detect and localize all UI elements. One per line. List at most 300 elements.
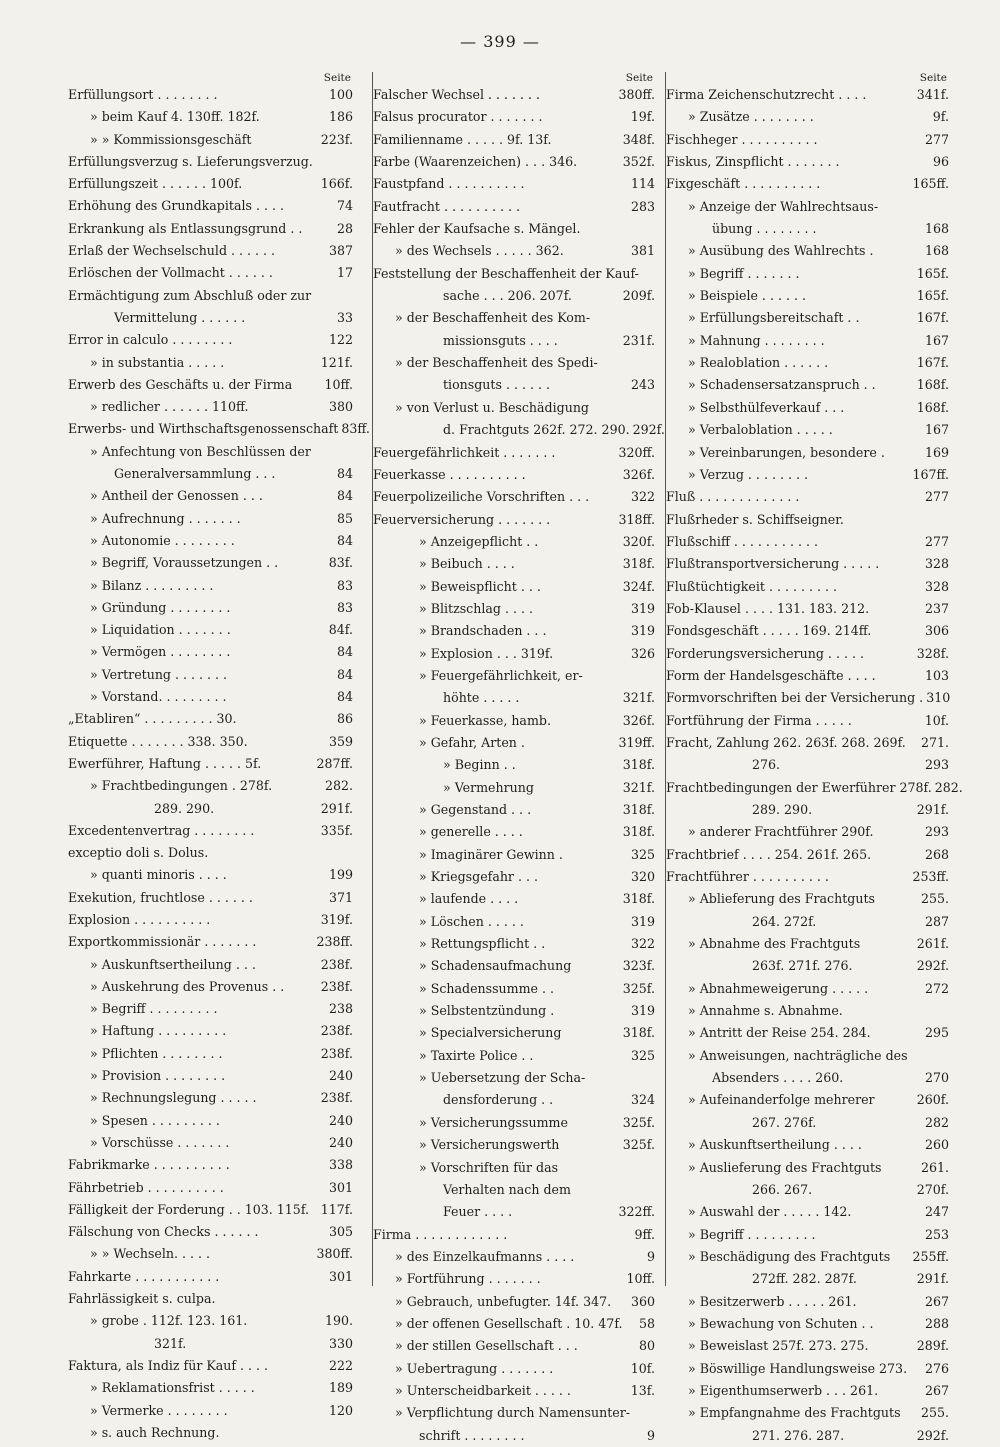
index-entry-term: » Vertretung . . . . . . . (90, 666, 228, 682)
index-entry-page: 381 (630, 243, 655, 259)
index-entry-term: » in substantia . . . . . (90, 354, 225, 370)
index-entry (666, 1179, 949, 1201)
index-entry (373, 1022, 655, 1044)
index-entry-term: » Haftung . . . . . . . . . (90, 1023, 227, 1039)
column-header-seite: Seite (919, 72, 947, 84)
index-entry-page: 9f. (932, 109, 949, 125)
index-entry-page: 167f. (916, 310, 949, 326)
index-entry-page: 84 (336, 644, 353, 660)
index-entry-term: » Begriff, Voraussetzungen . . (90, 555, 279, 571)
index-entry-page: 9 (646, 1427, 655, 1443)
index-entry-term: 276. (752, 757, 781, 773)
index-entry (68, 285, 353, 307)
index-entry-page: 319f. (320, 911, 353, 927)
index-entry-term: » Frachtbedingungen . 278f. (90, 778, 273, 794)
index-entry-page: 322ff. (618, 1204, 655, 1220)
index-entry (68, 1333, 353, 1355)
index-entry-page: 326f. (622, 466, 655, 482)
index-entry-term: » Gegenstand . . . (419, 802, 532, 817)
index-entry-term: „Etabliren“ . . . . . . . . . 30. (68, 711, 237, 727)
index-entry (666, 1224, 949, 1246)
index-entry-term: Ewerführer, Haftung . . . . . 5f. (68, 755, 262, 771)
index-entry-page: 287ff. (316, 755, 353, 771)
index-entry (666, 1022, 949, 1044)
index-entry-term: » Auskunftsertheilung . . . . (688, 1137, 862, 1153)
index-entry-page: 58 (638, 1315, 655, 1331)
index-entry (68, 418, 370, 440)
index-entry-page: 121f. (320, 354, 353, 370)
index-entry-term: Frachtbedingungen der Ewerführer 278f. (666, 779, 932, 795)
index-entry-term: » Selbstentzündung . (419, 1003, 555, 1019)
index-entry-page: 318ff. (618, 511, 655, 527)
index-entry (373, 330, 655, 352)
index-entry-term: d. Frachtguts 262f. 272. 290. (443, 422, 630, 438)
index-entry-page: 169 (924, 444, 949, 460)
index-entry-term: Fondsgeschäft . . . . . 169. 214ff. (666, 623, 872, 639)
index-entry (68, 954, 353, 976)
index-entry-page: 255. (920, 1405, 949, 1421)
index-entry-page: 238f. (320, 1090, 353, 1106)
index-entry (68, 240, 353, 262)
index-entry-term: Frachtbrief . . . . 254. 261f. 265. (666, 846, 872, 862)
index-entry (373, 978, 655, 1000)
index-entry-term: » Auskehrung des Provenus . . (90, 978, 285, 994)
index-entry-term: » generelle . . . . (419, 824, 523, 840)
index-entry-term: » Uebersetzung der Scha- (419, 1070, 586, 1086)
column-header-seite: Seite (323, 72, 351, 84)
index-entry-page: 360 (630, 1293, 655, 1309)
index-entry (666, 1246, 949, 1268)
index-entry-term: » des Wechsels . . . . . 362. (395, 243, 564, 259)
index-entry-term: Excedentenvertrag . . . . . . . . (68, 822, 255, 838)
index-entry-term: » Vorstand. . . . . . . . . (90, 689, 227, 705)
index-entry-term: » Unterscheidbarkeit . . . . . (395, 1382, 571, 1398)
index-entry (68, 1310, 353, 1332)
index-entry (666, 978, 949, 1000)
index-entry-term: 321f. (154, 1335, 187, 1351)
index-entry-page: 19f. (630, 109, 655, 125)
index-entry-term: höhte . . . . . (443, 690, 520, 706)
index-entry-term: » Anzeige der Wahlrechtsaus- (688, 198, 879, 214)
index-entry-page: 168f. (916, 399, 949, 415)
index-entry-page: 318f. (622, 802, 655, 817)
index-entry (373, 1112, 655, 1134)
index-entry (666, 442, 949, 464)
index-entry-term: » Zusätze . . . . . . . . (688, 109, 814, 125)
index-entry (666, 464, 949, 486)
index-entry-page: 10f. (630, 1360, 655, 1376)
index-entry (373, 263, 655, 285)
index-entry-page: 253ff. (912, 869, 949, 885)
index-entry (68, 664, 353, 686)
index-entry-term: » Versicherungssumme (419, 1114, 568, 1130)
index-entry (68, 842, 353, 864)
index-entry-page: 165f. (916, 265, 949, 281)
index-entry-term: Fabrikmarke . . . . . . . . . . (68, 1157, 230, 1173)
index-entry-page: 305 (328, 1224, 353, 1240)
index-entry (373, 710, 655, 732)
index-entry (68, 1243, 353, 1265)
index-entry (666, 106, 949, 128)
index-entry-page: 84 (336, 466, 353, 482)
index-entry-page: 325 (630, 846, 655, 862)
index-entry (373, 419, 665, 441)
index-entry-term: » Rechnungslegung . . . . . (90, 1090, 257, 1106)
index-entry (666, 1157, 949, 1179)
index-entry-page: 359 (328, 733, 353, 749)
index-entry-term: » Antheil der Genossen . . . (90, 488, 263, 504)
index-entry-page: 83ff. (341, 421, 370, 437)
index-column-3 (665, 72, 963, 1443)
index-entry-term: » Spesen . . . . . . . . . (90, 1112, 220, 1128)
index-entry (68, 619, 353, 641)
index-entry-term: » von Verlust u. Beschädigung (395, 399, 589, 415)
index-entry-term: » Abnahme des Frachtguts (688, 936, 861, 952)
index-entry (373, 1089, 655, 1111)
index-entry-term: Fluß . . . . . . . . . . . . . (666, 489, 800, 505)
index-entry-term: » Antritt der Reise 254. 284. (688, 1025, 871, 1041)
index-entry-term: » Autonomie . . . . . . . . (90, 532, 235, 548)
index-entry-term: » der stillen Gesellschaft . . . (395, 1338, 578, 1354)
index-entry-page: 255. (920, 891, 949, 907)
index-entry-page: 270f. (916, 1181, 949, 1197)
index-entry (666, 173, 949, 195)
index-entry (68, 1087, 353, 1109)
index-entry-term: » quanti minoris . . . . (90, 867, 227, 883)
index-entry-page: 318f. (622, 757, 655, 773)
index-entry (666, 84, 949, 106)
index-entry-page: 122 (328, 332, 353, 348)
index-entry-page: 287 (924, 913, 949, 929)
index-entry-page: 167ff. (912, 466, 949, 482)
index-entry (666, 687, 949, 709)
index-entry-term: » Liquidation . . . . . . . (90, 622, 231, 638)
index-entry-page: 324 (630, 1092, 655, 1108)
index-entry-page: 291f. (916, 1271, 949, 1287)
index-entry (68, 909, 353, 931)
page-number: — 399 — (460, 32, 540, 51)
index-entry (373, 1313, 655, 1335)
index-entry (666, 330, 949, 352)
index-entry-page: 292f. (916, 1427, 949, 1443)
index-entry-term: Feststellung der Beschaffenheit der Kauf- (373, 265, 639, 281)
index-entry (373, 643, 655, 665)
index-entry (373, 687, 655, 709)
index-entry (373, 486, 655, 508)
index-entry-term: Exekution, fruchtlose . . . . . . (68, 889, 253, 905)
index-entry-page: 277 (924, 533, 949, 549)
index-entry-page: 209f. (622, 288, 655, 304)
index-entry-term: Feuerpolizeiliche Vorschriften . . . (373, 489, 590, 505)
index-entry (373, 665, 655, 687)
index-entry (373, 576, 655, 598)
index-entry-page: 243 (630, 377, 655, 393)
index-entry-page: 328 (924, 556, 949, 572)
index-entry-term: Fob-Klausel . . . . 131. 183. 212. (666, 600, 870, 616)
index-entry (373, 754, 655, 776)
index-entry (373, 84, 655, 106)
index-entry-term: » Vorschüsse . . . . . . . (90, 1134, 230, 1150)
index-entry-term: » » Wechseln. . . . . (90, 1246, 211, 1262)
index-entry (373, 1179, 655, 1201)
index-entry (373, 799, 655, 821)
index-entry-term: Feuerkasse . . . . . . . . . . (373, 466, 526, 482)
index-column-2 (372, 72, 665, 1443)
index-entry (373, 129, 655, 151)
index-entry-page: 310 (926, 690, 951, 706)
index-entry-page: 322 (630, 489, 655, 505)
index-entry-term: Formvorschriften bei der Versicherung . (666, 690, 924, 706)
index-entry-term: sache . . . 206. 207f. (443, 288, 572, 304)
index-entry (373, 1201, 655, 1223)
index-entry-term: » Bewachung von Schuten . . (688, 1315, 874, 1331)
index-entry (373, 218, 655, 240)
index-entry (373, 1358, 655, 1380)
index-entry-page: 9 (646, 1248, 655, 1264)
index-entry-term: » grobe . 112f. 123. 161. (90, 1313, 248, 1329)
index-entry-term: » Schadensaufmachung (419, 958, 572, 974)
index-entry (666, 352, 949, 374)
index-entry-page: 255ff. (912, 1248, 949, 1264)
index-entry (68, 1110, 353, 1132)
index-entry (373, 196, 655, 218)
index-entry (68, 1154, 353, 1176)
index-entry (373, 285, 655, 307)
index-entry (373, 307, 655, 329)
index-entry-page: 321f. (622, 779, 655, 795)
index-entry-term: » Provision . . . . . . . . (90, 1068, 226, 1084)
index-entry-term: Explosion . . . . . . . . . . (68, 911, 211, 927)
index-entry-page: 84 (336, 689, 353, 705)
index-entry-page: 84 (336, 488, 353, 504)
index-entry (373, 1335, 655, 1357)
index-entry (666, 1134, 949, 1156)
index-entry-term: » Blitzschlag . . . . (419, 600, 533, 616)
index-entry-term: » Specialversicherung (419, 1025, 562, 1041)
index-entry-page: 231f. (622, 332, 655, 348)
index-entry-term: Fährbetrieb . . . . . . . . . . (68, 1179, 224, 1195)
index-entry-term: Fiskus, Zinspflicht . . . . . . . (666, 154, 840, 170)
index-entry (373, 1246, 655, 1268)
index-entry-term: » Versicherungswerth (419, 1137, 560, 1153)
index-entry-page: 326f. (622, 712, 655, 728)
index-entry (666, 754, 949, 776)
index-entry-page: 238f. (320, 1045, 353, 1061)
index-entry (666, 509, 949, 531)
index-entry-term: Feuerversicherung . . . . . . . (373, 511, 551, 527)
index-entry-term: Error in calculo . . . . . . . . (68, 332, 233, 348)
index-entry (666, 531, 949, 553)
index-entry (666, 821, 949, 843)
index-entry (68, 307, 353, 329)
index-entry-page: 325 (630, 1047, 655, 1063)
index-entry (68, 641, 353, 663)
index-entry-page: 328 (924, 578, 949, 594)
index-entry-term: » Bilanz . . . . . . . . . (90, 577, 214, 593)
index-entry-page: 319 (630, 913, 655, 929)
index-entry (373, 1268, 655, 1290)
index-entry-term: 289. 290. (154, 800, 215, 816)
index-entry-term: schrift . . . . . . . . (419, 1427, 525, 1443)
index-entry-page: 238 (328, 1001, 353, 1017)
index-entry-term: » Schadenssumme . . (419, 980, 555, 996)
index-entry-term: » Verbaloblation . . . . . (688, 422, 833, 438)
index-entry (68, 195, 353, 217)
index-entry-page: 291f. (916, 802, 949, 817)
index-entry (373, 1380, 655, 1402)
index-column-1 (68, 72, 370, 1440)
index-entry-term: » Feuerkasse, hamb. (419, 712, 551, 728)
index-entry-page: 322 (630, 936, 655, 952)
index-entry-page: 84 (336, 532, 353, 548)
index-entry (68, 530, 353, 552)
index-entry-page: 325f. (622, 1137, 655, 1153)
index-entry (373, 1000, 655, 1022)
index-entry-term: » Auskunftsertheilung . . . (90, 956, 256, 972)
index-entry-term: Erlaß der Wechselschuld . . . . . . (68, 243, 276, 259)
index-entry-term: » Vermehrung (443, 779, 534, 795)
index-entry-page: 85 (336, 510, 353, 526)
index-entry-page: 238ff. (316, 934, 353, 950)
index-entry (68, 106, 353, 128)
index-entry (68, 463, 353, 485)
index-entry (68, 352, 353, 374)
index-entry-term: » Vermerke . . . . . . . . (90, 1402, 228, 1418)
index-entry-page: 292f. (916, 958, 949, 974)
index-entry (68, 552, 353, 574)
index-entry-term: Fehler der Kaufsache s. Mängel. (373, 221, 581, 237)
index-entry-page: 74 (336, 198, 353, 214)
index-entry-page: 222 (328, 1357, 353, 1373)
index-entry-page: 295 (924, 1025, 949, 1041)
index-entry-page: 319 (630, 1003, 655, 1019)
index-entry-page: 288 (924, 1315, 949, 1331)
index-entry-term: 264. 272f. (752, 913, 817, 929)
index-entry (666, 598, 949, 620)
index-entry-term: » Taxirte Police . . (419, 1047, 534, 1063)
index-entry (666, 1358, 949, 1380)
index-entry (666, 1402, 949, 1424)
index-entry-page: 289f. (916, 1338, 949, 1354)
index-entry-term: » Realoblation . . . . . . (688, 355, 829, 371)
index-entry (68, 864, 353, 886)
index-entry-page: 319ff. (618, 734, 655, 750)
index-entry (373, 821, 655, 843)
index-entry (373, 1291, 655, 1313)
index-entry-page: 190. (324, 1313, 353, 1329)
index-entry-term: » der Beschaffenheit des Kom- (395, 310, 591, 326)
index-entry-term: » Ausübung des Wahlrechts . (688, 243, 874, 259)
index-entry (68, 129, 353, 151)
index-entry-term: 266. 267. (752, 1181, 813, 1197)
index-entry-page: 10ff. (324, 376, 353, 392)
index-entry-term: » Gebrauch, unbefugter. 14f. 347. (395, 1293, 612, 1309)
index-entry-term: » Mahnung . . . . . . . . (688, 332, 825, 348)
index-entry (666, 263, 949, 285)
index-entry (373, 374, 655, 396)
index-entry-page: 268 (924, 846, 949, 862)
index-entry-page: 253 (924, 1226, 949, 1242)
index-entry-term: » Ablieferung des Frachtguts (688, 891, 875, 907)
index-entry (68, 798, 353, 820)
index-entry-term: » laufende . . . . (419, 891, 519, 907)
index-entry-term: » Verpflichtung durch Namensunter- (395, 1405, 630, 1421)
index-entry-term: » Kriegsgefahr . . . (419, 869, 538, 885)
index-entry-page: 306 (924, 623, 949, 639)
index-entry-page: 33 (336, 309, 353, 325)
index-entry-page: 189 (328, 1380, 353, 1396)
index-entry-page: 301 (328, 1268, 353, 1284)
index-entry-page: 223f. (320, 131, 353, 147)
index-entry (68, 1020, 353, 1042)
index-entry-page: 260f. (916, 1092, 949, 1108)
index-entry-term: » Explosion . . . 319f. (419, 645, 554, 661)
index-entry (68, 218, 353, 240)
index-entry-page: 338 (328, 1157, 353, 1173)
index-entry-term: » Begriff . . . . . . . . . (90, 1001, 218, 1017)
index-entry-term: » Fortführung . . . . . . . (395, 1271, 541, 1287)
index-entry-term: Frachtführer . . . . . . . . . . (666, 869, 829, 885)
index-entry (666, 285, 949, 307)
index-entry (373, 151, 655, 173)
index-entry-term: » s. auch Rechnung. (90, 1424, 220, 1440)
index-entry-page: 341f. (916, 87, 949, 102)
index-entry (666, 955, 949, 977)
index-entry (373, 106, 655, 128)
index-entry (68, 173, 353, 195)
index-entry-page: 291f. (320, 800, 353, 816)
index-entry (666, 665, 949, 687)
index-entry (373, 509, 655, 531)
index-entry (373, 240, 655, 262)
index-entry (666, 888, 949, 910)
index-entry (68, 1288, 353, 1310)
index-entry-page: 165f. (916, 288, 949, 304)
index-entry (68, 731, 353, 753)
index-entry-page: 283 (630, 198, 655, 214)
index-entry-term: Fracht, Zahlung 262. 263f. 268. 269f. (666, 734, 906, 750)
index-entry-page: 352f. (622, 154, 655, 170)
index-entry-term: » Rettungspflicht . . (419, 936, 546, 952)
index-entry (373, 911, 655, 933)
index-entry (68, 1355, 353, 1377)
index-entry-page: 380ff. (316, 1246, 353, 1262)
index-entry-term: Erwerb des Geschäfts u. der Firma (68, 376, 293, 392)
index-entry-term: » Anweisungen, nachträgliche des (688, 1047, 908, 1063)
index-entry-term: Erwerbs- und Wirthschaftsgenossenschaft (68, 421, 339, 437)
index-entry (666, 1067, 949, 1089)
index-entry-term: » Vermögen . . . . . . . . (90, 644, 231, 660)
index-entry-page: 86 (336, 711, 353, 727)
index-entry-page: 247 (924, 1204, 949, 1220)
index-entry (68, 1377, 353, 1399)
index-entry-term: » Beispiele . . . . . . (688, 288, 806, 304)
index-entry-term: Erfüllungsort . . . . . . . . (68, 87, 218, 102)
index-entry-page: 272 (924, 980, 949, 996)
index-entry-term: » Vorschriften für das (419, 1159, 559, 1175)
index-entry-term: » Reklamationsfrist . . . . . (90, 1380, 255, 1396)
index-entry-page: 277 (924, 131, 949, 147)
index-entry-page: 17 (336, 265, 353, 281)
index-entry (68, 485, 353, 507)
index-entry (68, 1422, 353, 1444)
index-entry (373, 464, 655, 486)
index-entry (666, 1425, 949, 1447)
index-entry-term: Absenders . . . . 260. (712, 1070, 844, 1086)
index-entry-term: » Beginn . . (443, 757, 516, 773)
index-entry-page: 168 (924, 221, 949, 237)
index-entry-page: 261f. (916, 936, 949, 952)
